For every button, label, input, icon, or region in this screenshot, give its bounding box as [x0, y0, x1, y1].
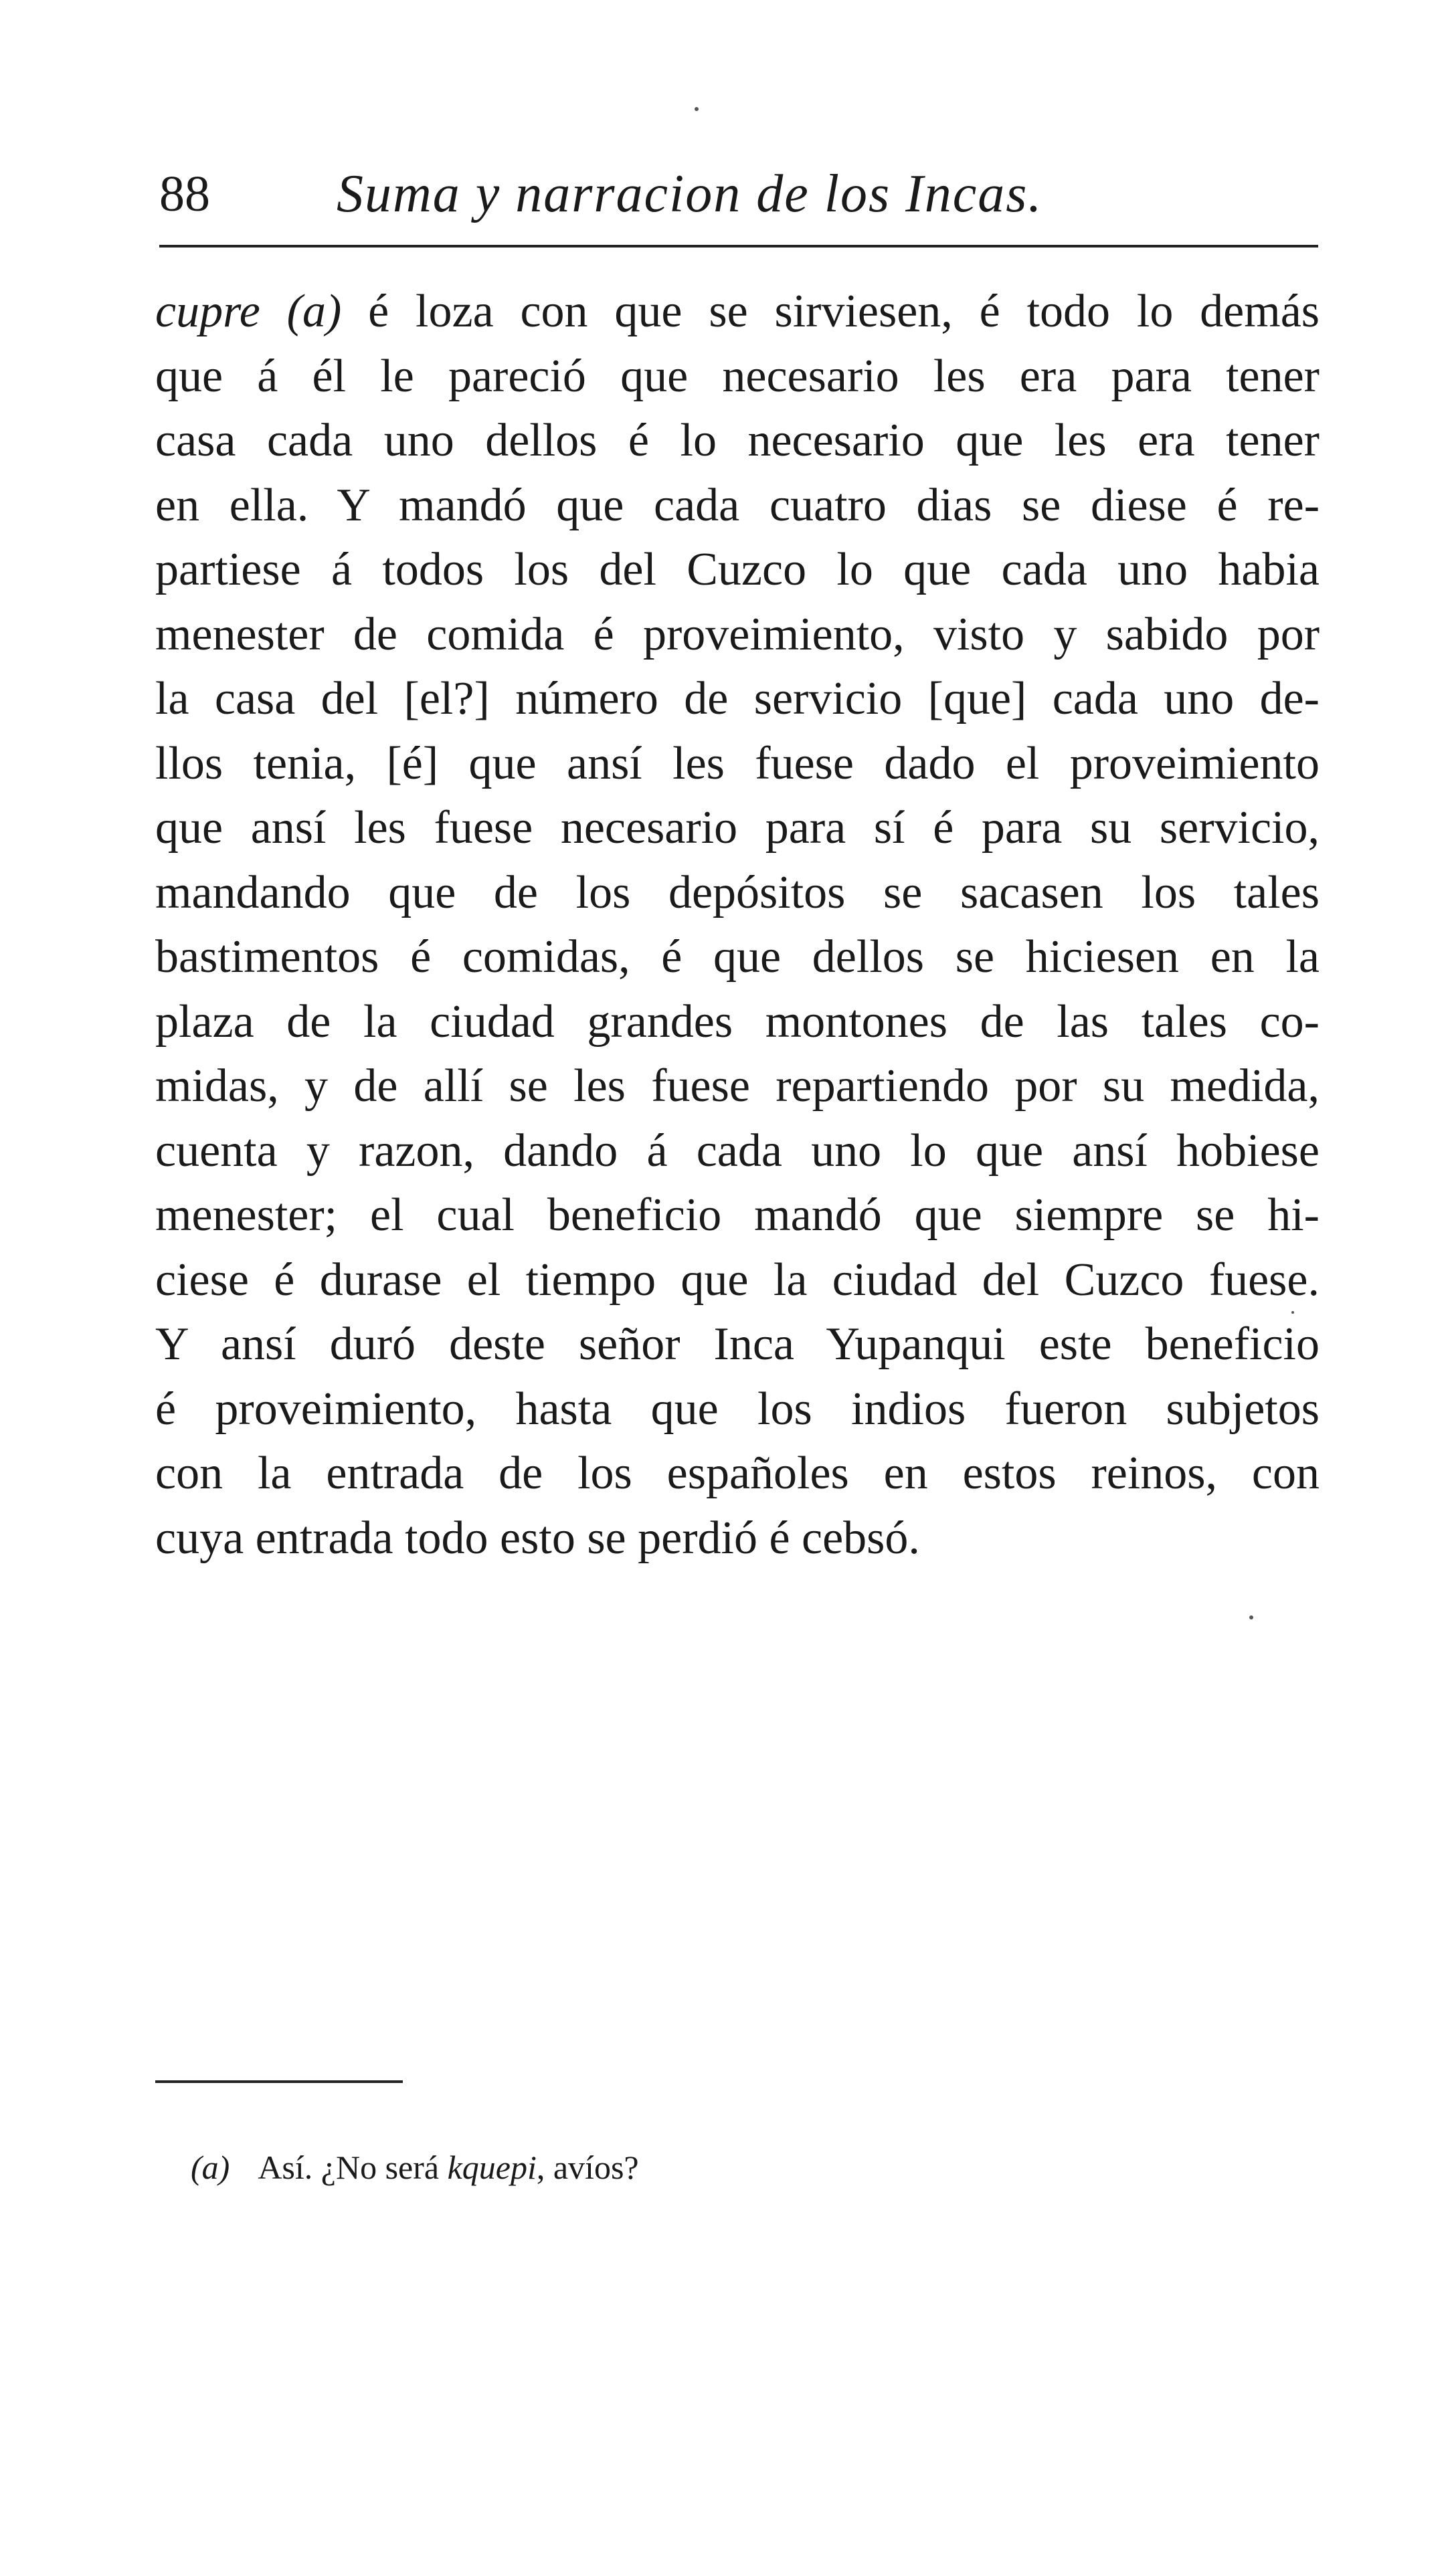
text-line: con la entrada de los españoles en estos reinos, con — [155, 1448, 1320, 1499]
text-line: midas, y de allí se les fuese repartiendo por su medida, — [155, 1060, 1320, 1112]
footnote-text-end: , avíos? — [536, 2149, 639, 2186]
text-line: plaza de la ciudad grandes montones de las tales co- — [155, 995, 1320, 1048]
text-line: la casa del [el?] número de servicio [que] cada uno de- — [155, 673, 1320, 724]
paper-speck — [1291, 1311, 1294, 1314]
text-line: que ansí les fuese necesario para sí é para su servicio, — [155, 802, 1320, 854]
paper-speck — [695, 107, 699, 111]
text-line: partiese á todos los del Cuzco lo que cada uno habia — [155, 544, 1320, 595]
running-title: Suma y narracion de los Incas. — [337, 165, 1043, 223]
text-line: que á él le pareció que necesario les era para tener — [155, 350, 1320, 402]
body-text — [155, 280, 1320, 1571]
paper-speck — [1249, 1615, 1253, 1619]
text-line: mandando que de los depósitos se sacasen los tales — [155, 866, 1320, 918]
text-line: en ella. Y mandó que cada cuatro dias se diese é re- — [155, 479, 1320, 531]
line-text: é loza con que se sirviesen, é todo lo demás — [341, 286, 1320, 337]
text-line: ciese é durase el tiempo que la ciudad del Cuzco fuese. — [155, 1254, 1320, 1306]
page-number: 88 — [159, 166, 210, 222]
text-line: menester; el cual beneficio mandó que siempre se hi- — [155, 1189, 1320, 1241]
footnote-rule — [155, 2080, 403, 2083]
text-line: llos tenia, [é] que ansí les fuese dado el proveimiento — [155, 737, 1320, 789]
footnote-marker: (a) — [191, 2149, 230, 2186]
text-line: casa cada uno dellos é lo necesario que les era tener — [155, 415, 1320, 466]
text-line: Y ansí duró deste señor Inca Yupanqui este beneficio — [155, 1318, 1320, 1370]
italic-word: cupre — [155, 286, 260, 337]
page-header — [159, 157, 1318, 231]
text-line: bastimentos é comidas, é que dellos se hiciesen en la — [155, 931, 1320, 983]
text-line: menester de comida é proveimiento, visto y sabido por — [155, 608, 1320, 660]
footnote — [191, 2144, 639, 2191]
header-rule — [159, 245, 1318, 247]
text-line: cuya entrada todo esto se perdió é cebsó. — [155, 1512, 920, 1564]
text-line: cuenta y razon, dando á cada uno lo que ansí hobiese — [155, 1124, 1320, 1177]
text-line: é proveimiento, hasta que los indios fueron subjetos — [155, 1383, 1320, 1435]
footnote-italic-word: kquepi — [447, 2149, 537, 2186]
footnote-reference: (a) — [286, 286, 342, 337]
text-line — [155, 280, 1320, 344]
footnote-text: Así. ¿No será — [258, 2149, 448, 2186]
